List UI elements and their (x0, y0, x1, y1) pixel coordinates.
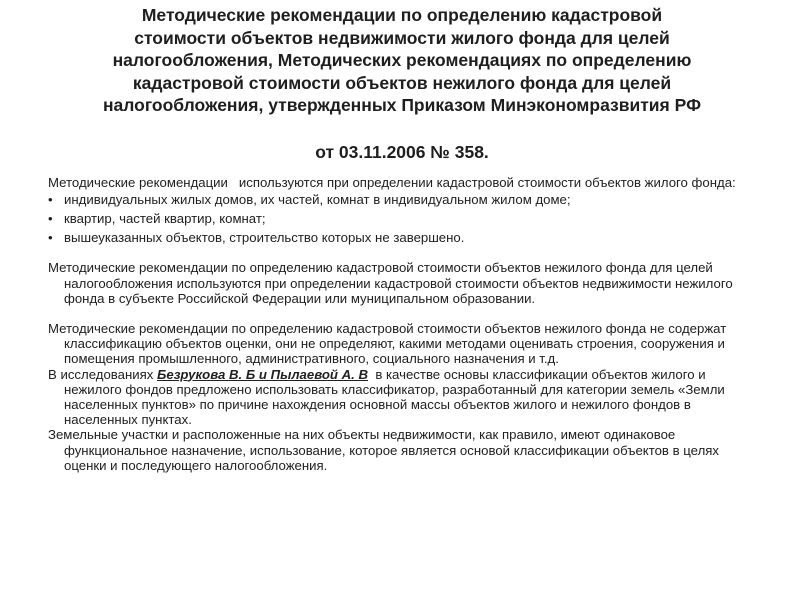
list-item-text: вышеуказанных объектов, строительство которых не завершено. (64, 230, 465, 246)
bullet-icon: • (48, 230, 53, 246)
nonresidential-paragraph: Методические рекомендации по определению кадастровой стоимости объектов нежилого фонда для целей налогообложения используются при определении кадастровой стоимости объектов недвижимости нежилого фонда в субъекте Российской Федерации или муниципальном образовании. (48, 260, 733, 306)
authors-link[interactable]: Безрукова В. Б и Пылаевой А. В (157, 366, 368, 382)
list-item (48, 230, 756, 245)
title-line: налогообложения, утвержденных Приказом Минэкономразвития РФ (102, 95, 702, 115)
title-line: кадастровой стоимости объектов нежилого фонда для целей (132, 72, 672, 93)
slide-subtitle: от 03.11.2006 № 358. (315, 141, 489, 162)
title-line: Методические рекомендации по определению кадастровой (141, 5, 663, 25)
list-item-text: квартир, частей квартир, комнат; (64, 210, 266, 226)
object-types-list (48, 192, 756, 246)
list-item-text: индивидуальных жилых домов, их частей, комнат в индивидуальном жилом доме; (64, 191, 571, 207)
title-line: налогообложения, Методических рекомендациях по определению (112, 50, 692, 70)
list-item (48, 192, 756, 207)
land-plots-paragraph: Земельные участки и расположенные на них объекты недвижимости, как правило, имеют одинаковое функциональное назначение, использование, которое является основой классификации объектов в целях оценки и последующего налогообложения. (48, 427, 719, 473)
intro-paragraph: Методические рекомендации используются при определении кадастровой стоимости объектов жилого фонда: (48, 174, 736, 190)
bullet-icon: • (48, 210, 53, 226)
research-suffix: в качестве основы классификации объектов жилого и нежилого фондов предложено использовать классификатор, разработанный для категории земель «Земли населенных пунктов» по причине нахождения основной массы объектов жилого и нежилого фондов в населенных пунктах. (64, 366, 729, 428)
bullet-icon: • (48, 191, 53, 207)
title-line: стоимости объектов недвижимости жилого фонда для целей (134, 27, 670, 48)
slide-title (48, 0, 756, 117)
research-paragraph (48, 367, 756, 428)
list-item (48, 211, 756, 226)
research-prefix: В исследованиях (48, 366, 158, 382)
classification-paragraph: Методические рекомендации по определению кадастровой стоимости объектов нежилого фонда не содержат классификацию объектов оценки, они не определяют, какими методами оценивать строения, сооружения и помещения промышленного, административного, социального назначения и т.д. (48, 320, 727, 367)
slide-body (48, 175, 756, 473)
